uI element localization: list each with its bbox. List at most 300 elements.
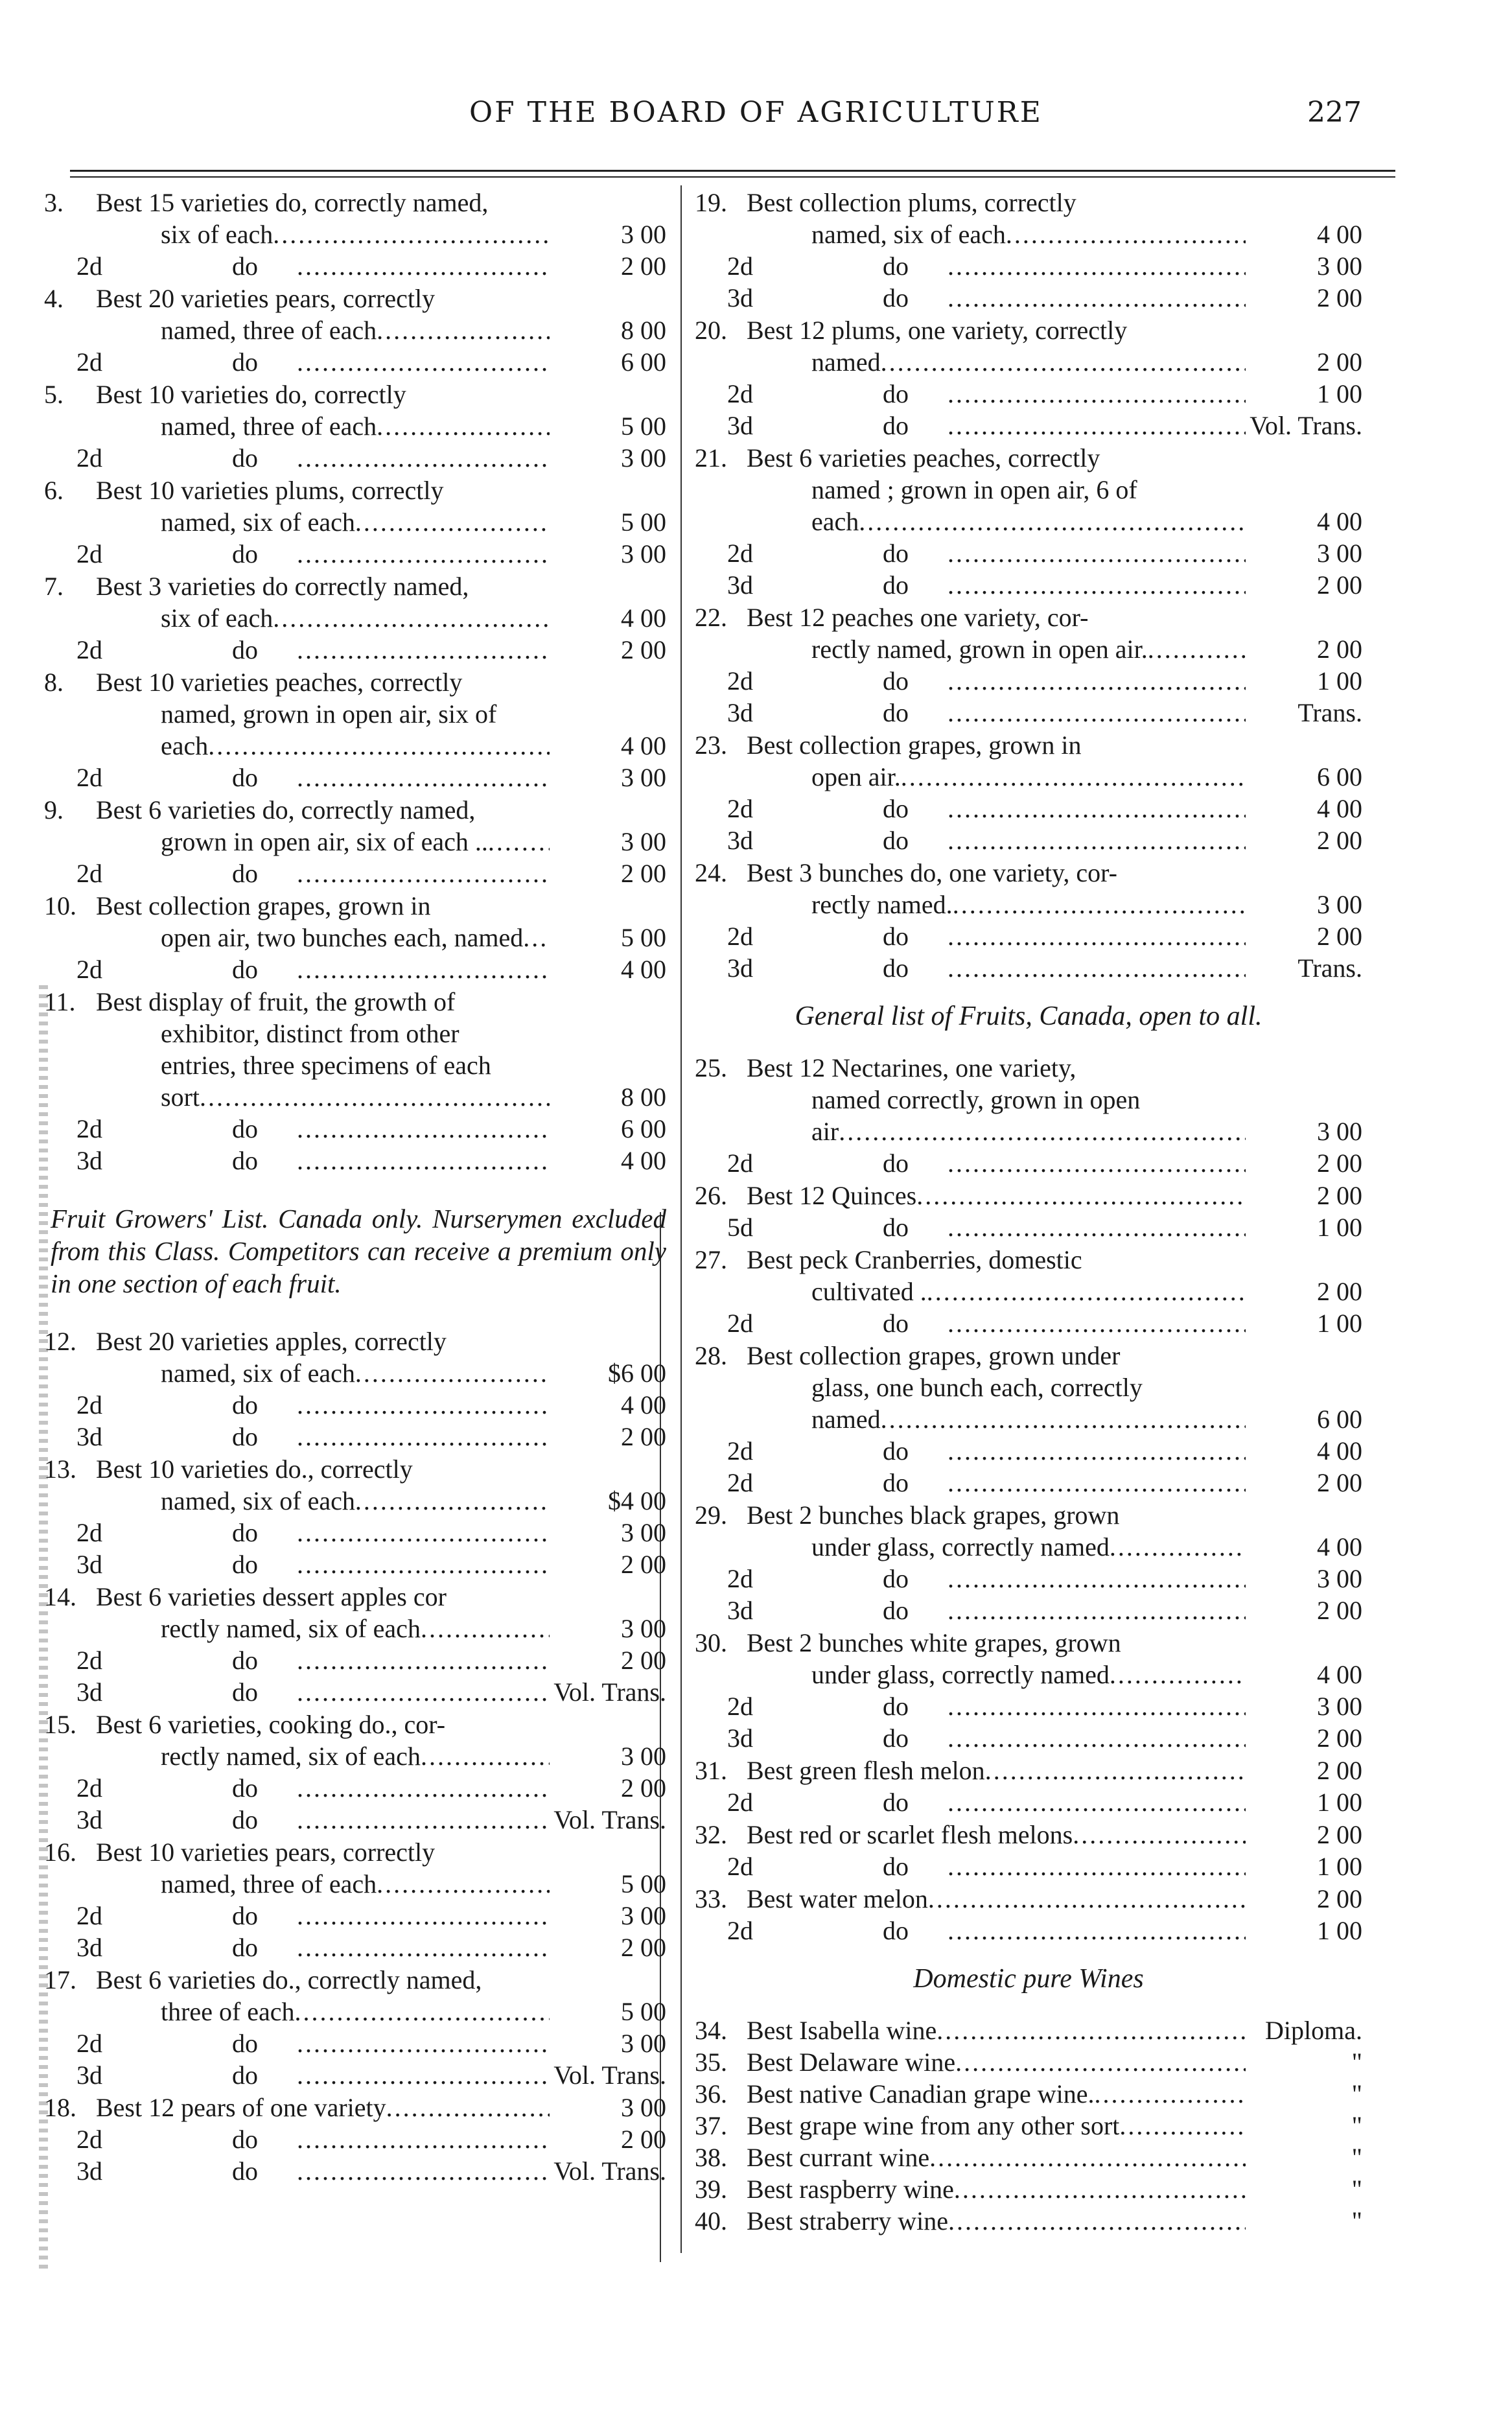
leader-dots	[421, 1740, 550, 1772]
leader-dots	[948, 1211, 1246, 1243]
prize-amount: 2 00	[621, 2125, 666, 2154]
ditto-label: do	[883, 1309, 909, 1338]
entry-line	[44, 187, 666, 218]
entry-line	[44, 1996, 666, 2027]
ditto-label: do	[883, 1692, 909, 1721]
place-line	[44, 1676, 666, 1708]
leader-dots	[948, 824, 1246, 856]
entry-text: Best 12 peaches one variety, cor-	[747, 603, 1089, 632]
leader-dots	[948, 1307, 1246, 1339]
entry-number	[695, 474, 747, 506]
leader-dots	[377, 1868, 550, 1900]
place-label: 2d	[76, 1901, 102, 1930]
entry-line	[44, 1081, 666, 1113]
entry-text: Best collection grapes, grown in	[747, 730, 1082, 760]
entry-line	[695, 889, 1362, 920]
ditto-label: do	[232, 2061, 258, 2090]
leader-dots	[297, 1644, 550, 1676]
entry-number	[44, 1485, 96, 1517]
prize-entry	[44, 474, 666, 570]
entry-text: Best 6 varieties do., correctly named,	[96, 1965, 482, 1994]
prize-amount: 1 00	[1317, 1916, 1362, 1945]
entry-number	[44, 602, 96, 634]
entry-line	[695, 1244, 1362, 1276]
entry-text: Best 3 bunches do, one variety, cor-	[747, 858, 1117, 887]
prize-amount: 2 00	[621, 251, 666, 281]
place-label: 2d	[76, 443, 102, 473]
entry-text: Best display of fruit, the growth of	[96, 987, 456, 1016]
entry-number: 4.	[44, 284, 64, 313]
ditto-label: do	[232, 635, 258, 664]
wine-entry	[695, 2110, 1362, 2142]
entry-number: 33.	[695, 1884, 727, 1913]
place-label: 2d	[76, 2125, 102, 2154]
place-line	[44, 2027, 666, 2059]
entry-number: 5.	[44, 380, 64, 409]
entry-text: Best 3 varieties do correctly named,	[96, 572, 469, 601]
place-label: 2d	[727, 251, 753, 281]
leader-dots	[297, 346, 550, 378]
prize-amount: 8 00	[621, 316, 666, 345]
prize-amount: 2 00	[621, 1773, 666, 1803]
entry-number: 28.	[695, 1341, 727, 1370]
ditto-label: do	[883, 826, 909, 855]
ditto-label: do	[883, 1468, 909, 1497]
award-mark: "	[1351, 2175, 1362, 2204]
entry-text: Best native Canadian grape wine.	[747, 2079, 1095, 2108]
entry-text: Best 12 Nectarines, one variety,	[747, 1053, 1076, 1082]
entry-text: Best 15 varieties do, correctly named,	[96, 188, 489, 217]
ditto-label: do	[883, 283, 909, 312]
ditto-label: do	[232, 1677, 258, 1707]
left-entries-top	[44, 187, 666, 1176]
entry-line	[695, 1819, 1362, 1851]
prize-amount: 3 00	[621, 827, 666, 856]
wine-entry	[695, 2046, 1362, 2078]
ditto-label: do	[883, 379, 909, 408]
place-line	[695, 824, 1362, 856]
leader-dots	[954, 2173, 1246, 2205]
leader-dots	[273, 602, 550, 634]
leader-dots	[297, 1113, 550, 1145]
prize-amount: 5 00	[621, 923, 666, 952]
entry-line	[695, 1659, 1362, 1690]
prize-amount: 4 00	[621, 603, 666, 633]
entry-text: cultivated .	[811, 1277, 927, 1306]
leader-dots	[297, 634, 550, 666]
prize-amount: 2 00	[1317, 826, 1362, 855]
prize-amount: $6 00	[608, 1359, 666, 1388]
leader-dots	[916, 1180, 1246, 1211]
place-label: 2d	[76, 1646, 102, 1675]
prize-amount: 3 00	[621, 443, 666, 473]
entry-number	[44, 1613, 96, 1644]
entry-line	[44, 890, 666, 922]
entry-number: 16.	[44, 1838, 76, 1867]
place-line	[695, 793, 1362, 824]
leader-dots	[297, 953, 550, 985]
entry-text: rectly named, six of each	[161, 1614, 421, 1643]
prize-amount: 3 00	[621, 2093, 666, 2122]
entry-text: named, six of each	[161, 1486, 355, 1515]
prize-entry	[44, 1453, 666, 1580]
prize-amount: 1 00	[1317, 1213, 1362, 1242]
entry-line	[695, 1276, 1362, 1307]
place-label: 2d	[76, 1518, 102, 1547]
entry-line	[44, 666, 666, 698]
award-mark: "	[1351, 2079, 1362, 2108]
leader-dots	[953, 889, 1246, 920]
award-mark: "	[1351, 2111, 1362, 2140]
prize-entry	[695, 1883, 1362, 1946]
leader-dots	[1006, 218, 1246, 250]
entry-number	[44, 922, 96, 953]
place-line	[695, 537, 1362, 569]
leader-dots	[297, 2027, 550, 2059]
entry-number	[695, 346, 747, 378]
entry-text: Best grape wine from any other sort	[747, 2111, 1120, 2140]
entry-text: rectly named.	[811, 890, 953, 919]
leader-dots	[948, 1722, 1246, 1754]
entry-line	[44, 1868, 666, 1900]
entry-number: 20.	[695, 316, 727, 345]
place-line	[695, 1211, 1362, 1243]
prize-amount: 2 00	[621, 859, 666, 888]
wine-entry	[695, 2205, 1362, 2237]
entry-line	[44, 986, 666, 1018]
prize-amount: 3 00	[1317, 251, 1362, 281]
leader-dots	[936, 2014, 1246, 2046]
place-label: 2d	[727, 1309, 753, 1338]
entry-text: Best 20 varieties pears, correctly	[96, 284, 436, 313]
entry-line	[44, 2092, 666, 2123]
place-label: 2d	[727, 1436, 753, 1465]
ditto-label: do	[883, 794, 909, 823]
ditto-label: do	[883, 698, 909, 727]
entry-number	[44, 218, 96, 250]
prize-entry	[44, 794, 666, 889]
entry-line	[695, 1115, 1362, 1147]
leader-dots	[297, 442, 550, 474]
place-line	[695, 665, 1362, 697]
entry-number: 14.	[44, 1582, 76, 1611]
place-label: 2d	[76, 251, 102, 281]
leader-dots	[1110, 1531, 1246, 1563]
entry-line	[44, 1836, 666, 1868]
prize-entry	[44, 1964, 666, 2091]
place-line	[44, 858, 666, 889]
place-line	[44, 1421, 666, 1453]
leader-dots	[421, 1613, 550, 1644]
ditto-label: do	[232, 2029, 258, 2058]
entry-line	[695, 1531, 1362, 1563]
entry-line	[44, 1740, 666, 1772]
entry-line	[695, 729, 1362, 761]
prize-amount: $4 00	[608, 1486, 666, 1515]
prize-amount: Vol. Trans.	[553, 2061, 666, 2090]
leader-dots	[297, 2059, 550, 2091]
prize-amount: Trans.	[1297, 698, 1362, 727]
prize-amount: Vol. Trans.	[1250, 411, 1362, 440]
place-line	[695, 250, 1362, 282]
leader-dots	[208, 730, 550, 762]
fruit-growers-note: Fruit Growers' List. Canada only. Nurserymen excluded from this Class. Competitors can receive a premium only in one section of each fruit.	[51, 1204, 666, 1298]
entry-text: Best collection grapes, grown under	[747, 1341, 1121, 1370]
entry-number: 36.	[695, 2079, 727, 2108]
place-label: 3d	[76, 1677, 102, 1707]
entry-number	[44, 698, 96, 730]
entry-line	[44, 730, 666, 762]
entry-number: 35.	[695, 2048, 727, 2077]
prize-entry	[44, 1709, 666, 1836]
leader-dots	[297, 1676, 550, 1708]
prize-amount: 3 00	[1317, 1117, 1362, 1146]
leader-dots	[297, 1389, 550, 1421]
entry-line	[695, 1084, 1362, 1115]
prize-amount: 3 00	[621, 2029, 666, 2058]
place-label: 2d	[727, 1916, 753, 1945]
entry-number: 23.	[695, 730, 727, 760]
ditto-label: do	[232, 1422, 258, 1451]
entry-number	[695, 1372, 747, 1403]
entry-line	[695, 442, 1362, 474]
entry-line	[695, 1340, 1362, 1372]
left-column	[44, 187, 666, 2188]
ditto-label: do	[232, 1550, 258, 1579]
wine-entry	[695, 2142, 1362, 2173]
entry-line	[44, 474, 666, 506]
entry-text: named, three of each	[161, 412, 377, 441]
prize-amount: 1 00	[1317, 379, 1362, 408]
place-label: 2d	[76, 347, 102, 377]
leader-dots	[948, 1467, 1246, 1499]
entry-line	[44, 379, 666, 410]
prize-amount: 2 00	[1317, 1596, 1362, 1625]
prize-amount: 3 00	[1317, 1692, 1362, 1721]
leader-dots	[948, 1690, 1246, 1722]
entry-line	[695, 1627, 1362, 1659]
entry-text: Best collection grapes, grown in	[96, 891, 431, 920]
leader-dots	[297, 538, 550, 570]
place-line	[44, 634, 666, 666]
entry-text: Best water melon	[747, 1884, 928, 1913]
entry-text: Best 6 varieties dessert apples cor	[96, 1582, 447, 1611]
place-line	[44, 1644, 666, 1676]
place-line	[695, 1690, 1362, 1722]
place-line	[44, 1900, 666, 1932]
prize-amount: 6 00	[1317, 1405, 1362, 1434]
entry-number	[695, 1084, 747, 1115]
entry-number: 27.	[695, 1245, 727, 1274]
entry-number: 18.	[44, 2093, 76, 2122]
prize-entry	[44, 1325, 666, 1453]
right-entries-top	[695, 187, 1362, 984]
prize-amount: 1 00	[1317, 666, 1362, 695]
entry-line	[695, 857, 1362, 889]
place-label: 2d	[76, 1390, 102, 1419]
leader-dots	[1110, 1659, 1246, 1690]
place-label: 3d	[727, 411, 753, 440]
entry-text: named, six of each	[161, 508, 355, 537]
prize-amount: 6 00	[621, 1114, 666, 1143]
leader-dots	[948, 378, 1246, 410]
right-entries-general	[695, 1052, 1362, 1946]
leader-dots	[200, 1081, 550, 1113]
ditto-label: do	[232, 347, 258, 377]
entry-line	[695, 187, 1362, 218]
entry-number	[695, 1403, 747, 1435]
prize-entry	[695, 1499, 1362, 1626]
entry-text: Best 10 varieties pears, correctly	[96, 1838, 436, 1867]
entry-line	[695, 1372, 1362, 1403]
entry-number: 24.	[695, 858, 727, 887]
award-mark: "	[1351, 2206, 1362, 2236]
entry-text: six of each	[161, 220, 273, 249]
entry-text: entries, three specimens of each	[161, 1051, 491, 1080]
ditto-label: do	[232, 2125, 258, 2154]
prize-entry	[44, 379, 666, 474]
place-label: 2d	[727, 1468, 753, 1497]
entry-text: Best currant wine	[747, 2143, 930, 2172]
leader-dots	[985, 1755, 1246, 1786]
prize-amount: 8 00	[621, 1082, 666, 1112]
entry-number	[44, 1049, 96, 1081]
entry-text: open air, two bunches each, named	[161, 923, 524, 952]
leader-dots	[948, 2205, 1246, 2237]
entry-line	[695, 1052, 1362, 1084]
prize-entry	[695, 314, 1362, 441]
ditto-label: do	[883, 1916, 909, 1945]
entry-text: three of each	[161, 1997, 295, 2026]
entry-text: Best raspberry wine	[747, 2175, 954, 2204]
place-label: 5d	[727, 1213, 753, 1242]
prize-amount: 4 00	[1317, 1436, 1362, 1465]
entry-number	[44, 1081, 96, 1113]
entry-line	[44, 1049, 666, 1081]
leader-dots	[297, 1145, 550, 1176]
ditto-label: do	[883, 1852, 909, 1881]
prize-amount: 3 00	[621, 539, 666, 568]
entry-line	[695, 218, 1362, 250]
entry-line	[44, 1453, 666, 1485]
prize-entry	[44, 283, 666, 378]
prize-amount: 2 00	[621, 1933, 666, 1962]
place-label: 2d	[727, 666, 753, 695]
leader-dots	[297, 1421, 550, 1453]
ditto-label: do	[883, 1149, 909, 1178]
place-line	[44, 250, 666, 282]
entry-text: rectly named, grown in open air.	[811, 635, 1148, 664]
entry-number: 8.	[44, 668, 64, 697]
entry-number: 12.	[44, 1327, 76, 1356]
entry-number	[44, 730, 96, 762]
entry-line	[695, 346, 1362, 378]
entry-line	[44, 314, 666, 346]
leader-dots	[297, 762, 550, 793]
place-label: 3d	[727, 1596, 753, 1625]
prize-amount: 6 00	[1317, 762, 1362, 791]
ditto-label: do	[883, 1788, 909, 1817]
prize-amount: 3 00	[1317, 1564, 1362, 1593]
running-title: OF THE BOARD OF AGRICULTURE	[469, 96, 1043, 129]
place-label: 2d	[76, 2029, 102, 2058]
leader-dots	[355, 1357, 550, 1389]
entry-number	[695, 1659, 747, 1690]
entry-line	[44, 1964, 666, 1996]
leader-dots	[948, 920, 1246, 952]
place-line	[695, 410, 1362, 441]
entry-line	[44, 218, 666, 250]
leader-dots	[297, 1900, 550, 1932]
leader-dots	[948, 569, 1246, 601]
entry-number	[695, 633, 747, 665]
leader-dots	[1119, 2110, 1246, 2142]
leader-dots	[297, 1548, 550, 1580]
leader-dots	[881, 1403, 1246, 1435]
entry-line	[695, 1755, 1362, 1786]
ditto-label: do	[232, 1390, 258, 1419]
prize-amount: 1 00	[1317, 1309, 1362, 1338]
place-label: 2d	[727, 1852, 753, 1881]
entry-line	[695, 601, 1362, 633]
entry-line	[44, 1018, 666, 1049]
leader-dots	[297, 1517, 550, 1548]
prize-amount: Trans.	[1297, 953, 1362, 983]
leader-dots	[948, 793, 1246, 824]
entry-line	[44, 794, 666, 826]
place-line	[695, 1435, 1362, 1467]
place-line	[44, 1548, 666, 1580]
entry-number: 32.	[695, 1820, 727, 1849]
entry-line	[44, 602, 666, 634]
place-label: 2d	[727, 539, 753, 568]
entry-text: Best 12 Quinces	[747, 1181, 917, 1210]
entry-line	[44, 1581, 666, 1613]
entry-text: Best peck Cranberries, domestic	[747, 1245, 1082, 1274]
entry-text: six of each	[161, 603, 273, 633]
prize-entry	[44, 570, 666, 666]
entry-text: named, three of each	[161, 316, 377, 345]
entry-number: 26.	[695, 1181, 727, 1210]
leader-dots	[928, 1883, 1246, 1915]
entry-line	[695, 1883, 1362, 1915]
prize-amount: 5 00	[621, 508, 666, 537]
leader-dots	[297, 1804, 550, 1836]
place-line	[695, 952, 1362, 984]
place-label: 3d	[727, 698, 753, 727]
entry-text: Best 10 varieties do., correctly	[96, 1454, 413, 1484]
leader-dots	[948, 952, 1246, 984]
leader-dots	[297, 2155, 550, 2187]
entry-number: 39.	[695, 2175, 727, 2204]
entry-text: Best 12 plums, one variety, correctly	[747, 316, 1128, 345]
place-line	[695, 1915, 1362, 1946]
prize-amount: 3 00	[621, 1742, 666, 1771]
prize-entry	[695, 1244, 1362, 1339]
leader-dots	[948, 1435, 1246, 1467]
leader-dots	[901, 761, 1246, 793]
prize-entry	[695, 1755, 1362, 1818]
place-line	[695, 1722, 1362, 1754]
prize-amount: 4 00	[621, 731, 666, 760]
entry-text: named, six of each	[811, 220, 1006, 249]
prize-amount: 2 00	[1317, 1884, 1362, 1913]
entry-number	[695, 761, 747, 793]
prize-entry	[44, 187, 666, 282]
ditto-label: do	[232, 763, 258, 792]
place-line	[695, 697, 1362, 729]
entry-number	[44, 314, 96, 346]
